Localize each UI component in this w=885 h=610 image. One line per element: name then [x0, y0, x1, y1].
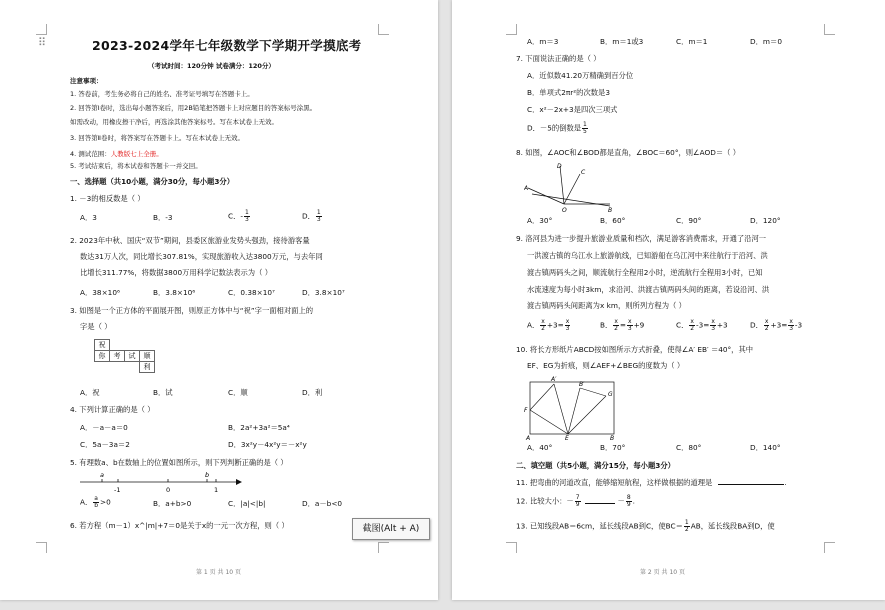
answer-blank[interactable]	[718, 484, 784, 485]
point-label: A′	[551, 376, 557, 383]
question-8: 8. 如图，∠AOC和∠BOD都是直角，∠BOC＝60°，则∠AOD＝（ ）	[516, 148, 741, 157]
option: B．a+b>0	[153, 499, 192, 508]
cube-net	[94, 339, 155, 373]
point-label: G	[608, 391, 613, 398]
point-label: B	[608, 207, 613, 214]
question-10: 10. 将长方形纸片ABCD按如图所示方式折叠，使得∠A′ EB′ ＝40°，其中	[516, 345, 754, 354]
question-9-line: 水流速度为每小时3km，求沿河、洪渡古镇两码头间的距离，若设沿河、洪	[527, 285, 770, 294]
option: D．3x²y－4x²y＝－x²y	[228, 440, 307, 449]
option: A．祝	[80, 388, 100, 397]
option: B． $\frac{x}{2}$ = $\frac{x}{3}$ +9	[600, 318, 645, 332]
option: B．60°	[600, 216, 626, 225]
crop-mark	[378, 24, 389, 35]
option: B．70°	[600, 443, 626, 452]
option: A．m＝3	[527, 37, 559, 46]
point-label: A	[524, 185, 529, 192]
page-2	[452, 0, 885, 600]
option: D． $\frac{x}{2}$ +3= $\frac{x}{3}$ -3	[750, 318, 803, 332]
section-heading: 一、选择题（共10小题，满分30分，每小题3分）	[70, 177, 235, 186]
note-line: 如需改动，用橡皮擦干净后，再选涂其他答案标号。写在本试卷上无效。	[70, 118, 278, 126]
crop-mark	[36, 542, 47, 553]
option: A．30°	[527, 216, 553, 225]
axis-label: a	[100, 471, 104, 479]
folding-figure	[524, 374, 620, 440]
question-5: 5. 有理数a、b在数轴上的位置如图所示，则下列判断正确的是（ ）	[70, 458, 288, 467]
option: B．3.8×10⁶	[153, 288, 196, 297]
question-1: 1. －3的相反数是（ ）	[70, 194, 145, 203]
axis-label: b	[205, 471, 210, 479]
crop-mark	[824, 24, 835, 35]
option: B．m＝1或3	[600, 37, 644, 46]
axis-label: 1	[214, 486, 219, 494]
option: C．|a|<|b|	[228, 499, 266, 508]
question-3-line: 字是（ ）	[80, 322, 112, 331]
point-label: D	[557, 163, 562, 170]
question-2: 2. 2023年中秋、国庆“双节”期间，县委区旅游业发势头强劲，接待游客量	[70, 236, 310, 245]
option: C．80°	[676, 443, 702, 452]
option: A．3	[80, 213, 97, 222]
question-9-line: 渡古镇两码头之间，顺流航行全程用2小时，逆流航行全程用3小时，已知	[527, 268, 763, 277]
drag-handle-icon[interactable]: ⠿	[38, 36, 46, 49]
question-9-line: 一洪渡古镇的乌江水上旅游航线，已知游船在乌江河中来往航行于沿河、洪	[527, 251, 768, 260]
question-3: 3. 如图是一个正方体的平面展开图，则原正方体中与“祝”字一面相对面上的	[70, 306, 314, 315]
number-line	[76, 470, 246, 494]
screenshot-shortcut-button[interactable]: 截图(Alt + A)	[352, 518, 430, 540]
question-12: 12. 比较大小：－ $\frac{7}{9}$ － $\frac{8}{9}$ .	[516, 494, 635, 508]
option: B．单项式2πr²的次数是3	[527, 88, 610, 97]
note-line: 1. 答卷前，考生务必将自己的姓名、准考证号填写在答题卡上。	[70, 90, 254, 98]
option: D．m＝0	[750, 37, 782, 46]
option: B．试	[153, 388, 173, 397]
section-heading: 二、填空题（共5小题，满分15分，每小题3分）	[516, 461, 675, 470]
question-10-line: EF、EG为折痕，则∠AEF+∠BEG的度数为（ ）	[527, 361, 685, 370]
note-line: 3. 回答第Ⅱ卷时，将答案写在答题卡上。写在本试卷上无效。	[70, 134, 244, 142]
option: D．3.8×10⁷	[302, 288, 345, 297]
axis-label: -1	[114, 486, 121, 494]
net-cell: 考	[110, 351, 125, 362]
page-footer: 第 2 页 共 10 页	[640, 569, 685, 576]
question-2-line: 比增长311.77%，将数据3800万用科学记数法表示为（ ）	[80, 268, 272, 277]
notes-heading: 注意事项：	[70, 77, 103, 85]
option: A． $\frac{a}{b}$ >0	[80, 495, 111, 509]
point-label: F	[524, 407, 528, 414]
option: D．120°	[750, 216, 781, 225]
option: C．90°	[676, 216, 702, 225]
page-1	[0, 0, 438, 600]
question-2-line: 数达31万人次，同比增长307.81%，实现旅游收入达3800万元，与去年同	[80, 252, 323, 261]
crop-mark	[506, 24, 517, 35]
point-label: O	[562, 207, 567, 214]
question-13: 13. 已知线段AB＝6cm，延长线段AB到C，使BC＝ $\frac{1}{2}$ AB，延长线段BA到D，使	[516, 519, 775, 533]
option: D．a－b<0	[302, 499, 343, 508]
net-cell: 利	[140, 362, 155, 373]
page-footer: 第 1 页 共 10 页	[196, 569, 241, 576]
option: B．2a²+3a²＝5a⁴	[228, 423, 290, 432]
point-label: B	[610, 435, 615, 440]
option: B．-3	[153, 213, 173, 222]
option: A． $\frac{x}{2}$ +3= $\frac{x}{3}$	[527, 318, 570, 332]
net-cell: 你	[95, 351, 110, 362]
axis-label: 0	[166, 486, 171, 494]
net-cell: 祝	[95, 340, 110, 351]
option: C．顺	[228, 388, 248, 397]
point-label: B′	[579, 381, 585, 388]
exam-info: （考试时间：120分钟 试卷满分：120分）	[148, 62, 275, 70]
question-9: 9. 洛河县为进一步提升旅游业质量和档次，满足游客消费需求，开通了沿河一	[516, 234, 767, 243]
option: A．40°	[527, 443, 553, 452]
option: C．m＝1	[676, 37, 708, 46]
option: D．140°	[750, 443, 781, 452]
crop-mark	[824, 542, 835, 553]
option: A．近似数41.20万精确到百分位	[527, 71, 634, 80]
point-label: C	[581, 169, 586, 176]
question-9-line: 渡古镇两码头间距离为x km，则所列方程为（ ）	[527, 301, 686, 310]
answer-blank[interactable]	[585, 503, 615, 504]
page-title: 2023-2024学年七年级数学下学期开学摸底考	[92, 38, 362, 53]
option: D． $\frac{1}{3}$	[302, 209, 321, 223]
net-cell: 顺	[140, 351, 155, 362]
option: D．利	[302, 388, 323, 397]
crop-mark	[506, 542, 517, 553]
test-scope: 人教版七上全册。	[110, 150, 163, 158]
option: C．- $\frac{1}{3}$	[228, 209, 249, 223]
option: A．－a－a＝0	[80, 423, 128, 432]
option: C．5a－3a＝2	[80, 440, 130, 449]
option: C． $\frac{x}{2}$ -3= $\frac{x}{3}$ +3	[676, 318, 728, 332]
net-cell: 试	[125, 351, 140, 362]
option: D．－5的倒数是 $\frac{1}{5}$	[527, 121, 587, 135]
note-line: 5. 考试结束后，将本试卷和答题卡一并交回。	[70, 162, 202, 170]
note-line: 4. 测试范围：人教版七上全册。	[70, 150, 163, 158]
point-label: E	[565, 435, 569, 440]
option: C．0.38×10⁷	[228, 288, 275, 297]
crop-mark	[378, 542, 389, 553]
question-6: 6. 若方程（m－1）x^|m|+7＝0是关于x的一元一次方程，则（ ）	[70, 521, 289, 530]
angle-figure	[524, 160, 619, 214]
point-label: A	[526, 435, 531, 440]
question-4: 4. 下列计算正确的是（ ）	[70, 405, 155, 414]
question-11: 11. 把弯曲的河道改直，能够缩短航程，这样做根据的道理是 .	[516, 478, 787, 487]
option: C．x²－2x+3是四次三项式	[527, 105, 618, 114]
note-line: 2. 回答第Ⅰ卷时，选出每小题答案后，用2B铅笔把答题卡上对应题目的答案标号涂黑。	[70, 104, 317, 112]
option: A．38×10⁶	[80, 288, 120, 297]
question-7: 7. 下面说法正确的是（ ）	[516, 54, 601, 63]
crop-mark	[36, 24, 47, 35]
